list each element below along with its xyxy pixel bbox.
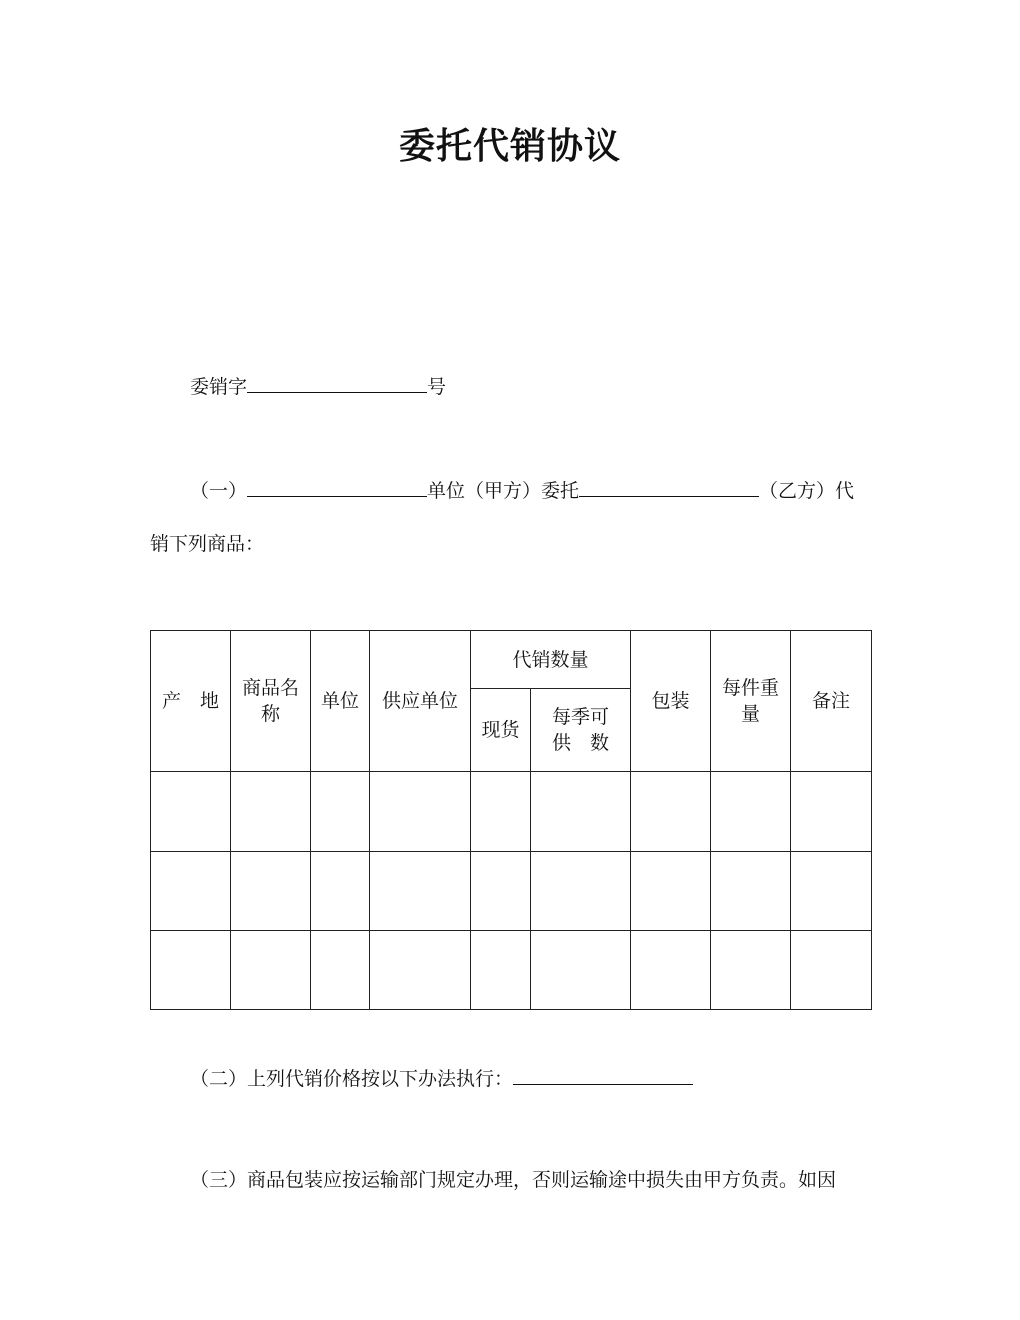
reference-suffix: 号 xyxy=(427,376,447,398)
table-cell[interactable] xyxy=(791,852,872,931)
table-cell[interactable] xyxy=(631,931,711,1010)
header-unit: 单位 xyxy=(311,631,370,772)
header-spot-goods: 现货 xyxy=(471,689,531,772)
header-unit-weight: 每件重量 xyxy=(711,631,791,772)
header-remark: 备注 xyxy=(791,631,872,772)
table-cell[interactable] xyxy=(711,772,791,852)
table-header-row xyxy=(151,631,872,689)
table-cell[interactable] xyxy=(231,852,311,931)
table-cell[interactable] xyxy=(231,931,311,1010)
table-cell[interactable] xyxy=(311,772,370,852)
table-row xyxy=(151,772,872,852)
table-cell[interactable] xyxy=(151,852,231,931)
header-origin: 产 地 xyxy=(151,631,231,772)
table-cell[interactable] xyxy=(631,772,711,852)
header-consignment-quantity: 代销数量 xyxy=(471,631,631,689)
clause-1-end: （乙方）代 xyxy=(759,480,855,502)
clause-1-open: （一） xyxy=(190,480,248,502)
table-row xyxy=(151,852,872,931)
clause-2-text: （二）上列代销价格按以下办法执行： xyxy=(190,1068,514,1090)
clause-2-line xyxy=(190,1064,693,1093)
table-cell[interactable] xyxy=(370,852,471,931)
clause-1-line-1 xyxy=(190,476,854,505)
table-cell[interactable] xyxy=(531,931,631,1010)
table-cell[interactable] xyxy=(311,931,370,1010)
table-cell[interactable] xyxy=(631,852,711,931)
party-a-blank[interactable] xyxy=(247,476,427,497)
party-b-blank[interactable] xyxy=(579,476,759,497)
table-cell[interactable] xyxy=(151,931,231,1010)
document-title: 委托代销协议 xyxy=(398,126,621,167)
table-cell[interactable] xyxy=(791,931,872,1010)
header-seasonal-supply: 每季可供 数 xyxy=(531,689,631,772)
table-cell[interactable] xyxy=(471,772,531,852)
reference-number-line xyxy=(190,372,446,401)
reference-number-blank[interactable] xyxy=(247,372,427,393)
clause-3-line: （三）商品包装应按运输部门规定办理，否则运输途中损失由甲方负责。如因 xyxy=(190,1169,837,1191)
table-cell[interactable] xyxy=(791,772,872,852)
table-cell[interactable] xyxy=(471,852,531,931)
clause-1-line-2: 销下列商品： xyxy=(150,533,265,555)
table-cell[interactable] xyxy=(311,852,370,931)
clause-1-mid: 单位（甲方）委托 xyxy=(427,480,580,502)
table-cell[interactable] xyxy=(231,772,311,852)
header-packing: 包装 xyxy=(631,631,711,772)
table-cell[interactable] xyxy=(370,931,471,1010)
reference-prefix: 委销字 xyxy=(190,376,248,398)
header-supplier: 供应单位 xyxy=(370,631,471,772)
pricing-method-blank[interactable] xyxy=(513,1064,693,1085)
table-cell[interactable] xyxy=(370,772,471,852)
table-cell[interactable] xyxy=(531,772,631,852)
table-cell[interactable] xyxy=(151,772,231,852)
table-cell[interactable] xyxy=(711,931,791,1010)
table-row xyxy=(151,931,872,1010)
table-cell[interactable] xyxy=(531,852,631,931)
table-cell[interactable] xyxy=(471,931,531,1010)
header-product-name: 商品名称 xyxy=(231,631,311,772)
goods-table xyxy=(150,630,872,1010)
table-cell[interactable] xyxy=(711,852,791,931)
